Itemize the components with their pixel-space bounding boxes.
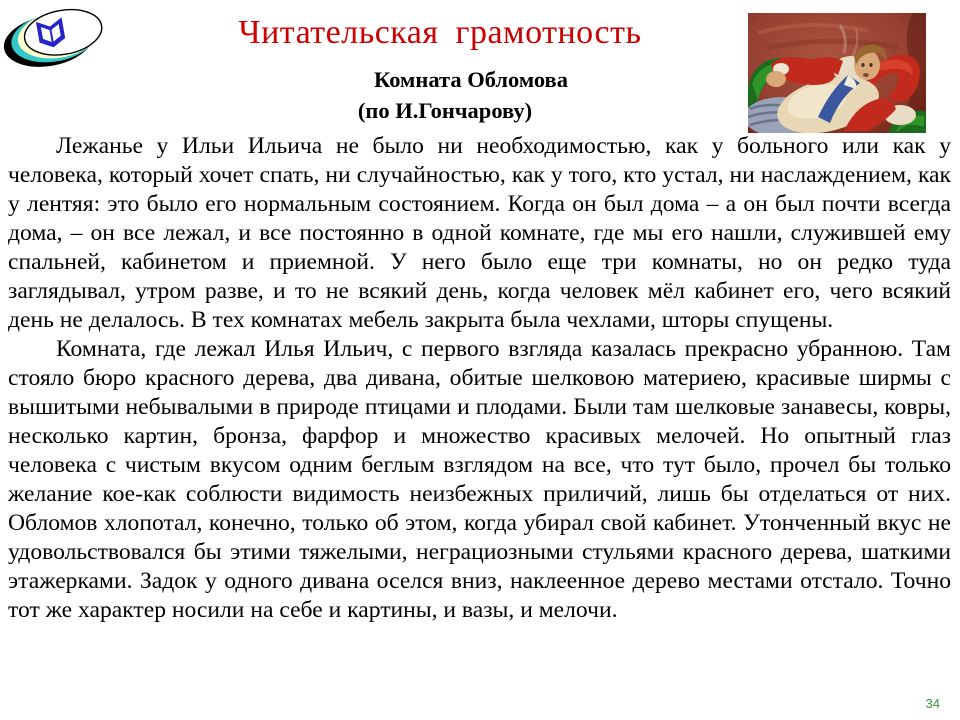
paragraph-1: Лежанье у Ильи Ильича не было ни необходимостью, как у больного или как у человека, который хочет спать, ни случайностью, как у того, кто устал, ни наслаждением, как у лентяя: это было его нормальным состоянием. Когда он был дома – а он был почти всегда дома, – он все лежал, и все постоянно в одной комнате, где мы его нашли, служившей ему спальней, кабинетом и приемной. У него было еще три комнаты, но он редко туда заглядывал, утром разве, и то не всякий день, когда человек мёл кабинет его, чего всякий день не делалось. В тех комнатах мебель закрыта была чехлами, шторы спущены. bbox=[8, 133, 951, 333]
slide-subtitle-author: (по И.Гончарову) bbox=[357, 98, 533, 123]
slide-subtitle: Комната Обломова bbox=[374, 67, 568, 92]
page-number: 34 bbox=[925, 696, 940, 711]
paragraph-2: Комната, где лежал Илья Ильич, с первого взгляда казалась прекрасно убранною. Там стояло бюро красного дерева, два дивана, обитые шелковою материею, красивые ширмы с вышитыми небывалыми в природе птицами и плодами. Были там шелковые занавесы, ковры, несколько картин, бронза, фарфор и множество красивых мелочей. Но опытный глаз человека с чистым вкусом одним беглым взглядом на все, что тут было, прочел бы только желание кое-как соблюсти видимость неизбежных приличий, лишь бы отделаться от них. Обломов хлопотал, конечно, только об этом, когда убирал свой кабинет. Утонченный вкус не удовольствовался бы этими тяжелыми, неграциозными стульями красного дерева, шаткими этажерками. Задок у одного дивана оселся вниз, наклеенное дерево местами отстало. Точно тот же характер носили на себе и картины, и вазы, и мелочи. bbox=[8, 336, 951, 623]
slide-title: Читательская грамотность bbox=[238, 14, 642, 51]
oblomov-illustration bbox=[748, 13, 926, 133]
body-text bbox=[0, 132, 960, 625]
open-book-logo-icon bbox=[2, 6, 106, 70]
